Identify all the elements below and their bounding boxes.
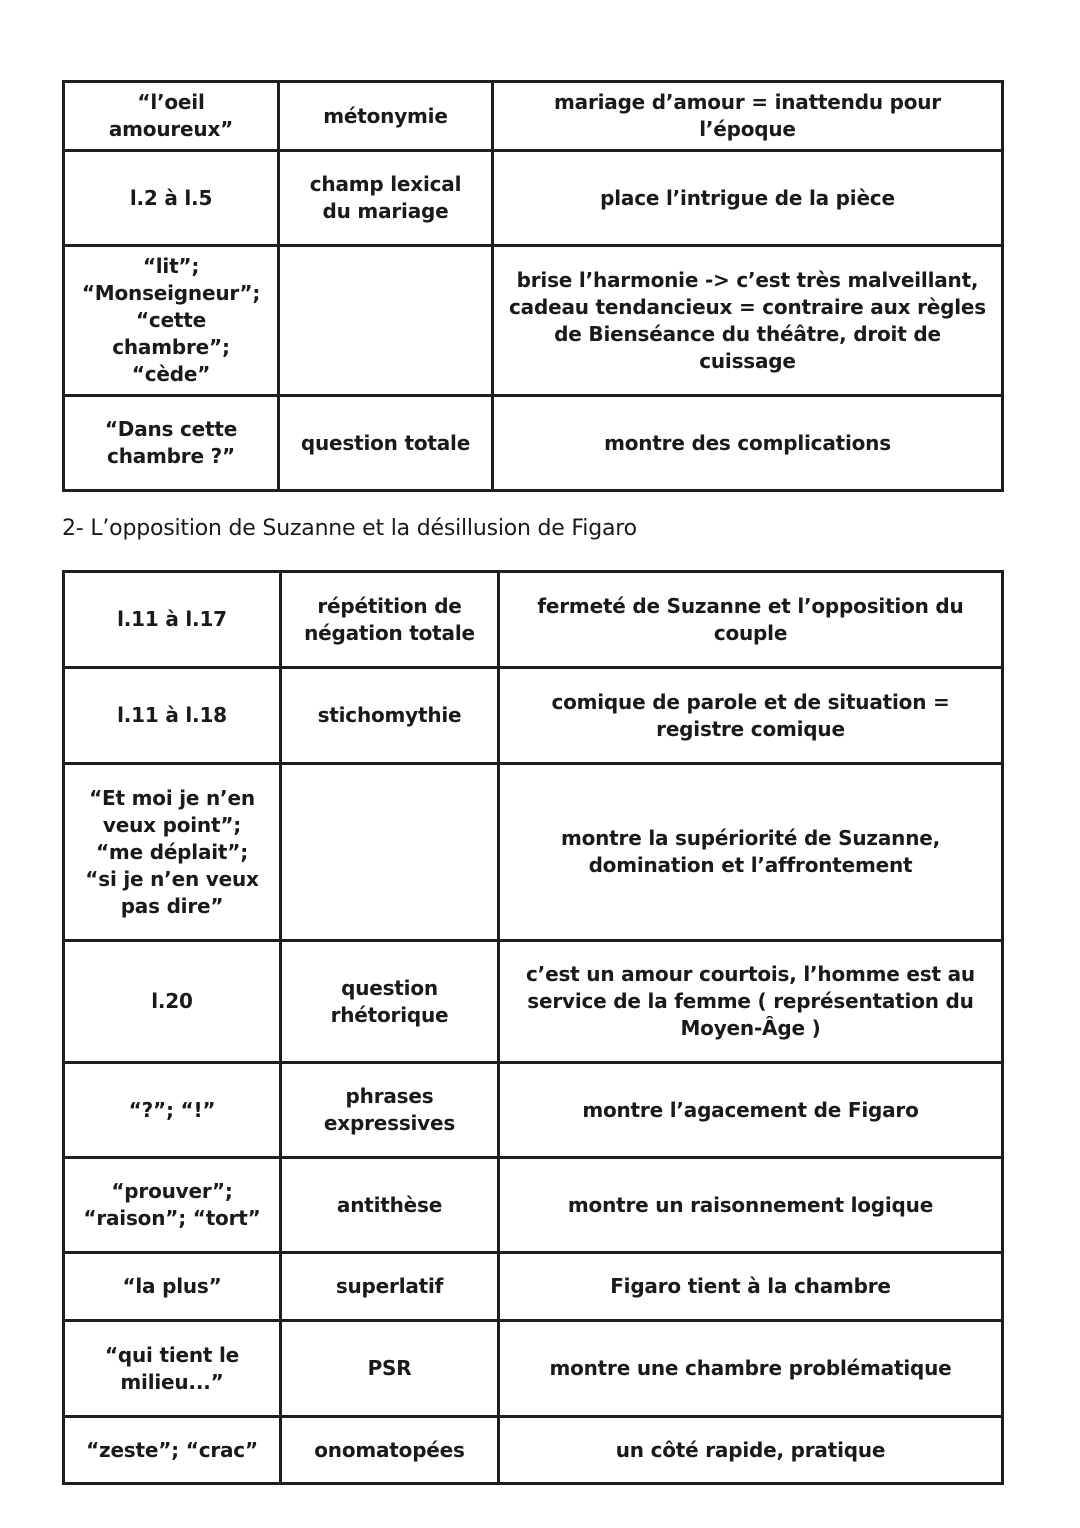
table-row [64,1253,1003,1321]
interpretation-cell: place l’intrigue de la pièce [493,151,1003,246]
citation-cell: “lit”; “Monseigneur”; “cette chambre”; “cède” [64,246,279,396]
interpretation-cell: montre la supériorité de Suzanne, domination et l’affrontement [499,764,1003,941]
citation-cell: “prouver”; “raison”; “tort” [64,1158,281,1253]
procede-cell: antithèse [281,1158,499,1253]
interpretation-cell: montre des complications [493,396,1003,491]
table-row [64,1158,1003,1253]
interpretation-cell: mariage d’amour = inattendu pour l’époque [493,82,1003,151]
table-row [64,1417,1003,1484]
table-row [64,1321,1003,1417]
table-row [64,572,1003,668]
table-row [64,246,1003,396]
procede-cell: PSR [281,1321,499,1417]
citation-cell: “?”; “!” [64,1063,281,1158]
table-row [64,396,1003,491]
procede-cell: champ lexical du mariage [279,151,493,246]
interpretation-cell: c’est un amour courtois, l’homme est au service de la femme ( représentation du Moyen-Âge ) [499,941,1003,1063]
table-row [64,941,1003,1063]
table-row [64,764,1003,941]
table-row [64,1063,1003,1158]
citation-cell: l.11 à l.18 [64,668,281,764]
citation-cell: l.2 à l.5 [64,151,279,246]
citation-cell: l.11 à l.17 [64,572,281,668]
procede-cell: question rhétorique [281,941,499,1063]
table-row [64,82,1003,151]
procede-cell: répétition de négation totale [281,572,499,668]
interpretation-cell: comique de parole et de situation = registre comique [499,668,1003,764]
citation-cell: l.20 [64,941,281,1063]
citation-cell: “la plus” [64,1253,281,1321]
procede-cell: onomatopées [281,1417,499,1484]
interpretation-cell: montre un raisonnement logique [499,1158,1003,1253]
procede-cell: superlatif [281,1253,499,1321]
procede-cell [281,764,499,941]
section-heading: 2- L’opposition de Suzanne et la désillusion de Figaro [62,516,637,541]
citation-cell: “l’oeil amoureux” [64,82,279,151]
analysis-table-2 [62,570,1004,1485]
analysis-table-1 [62,80,1004,492]
procede-cell: question totale [279,396,493,491]
citation-cell: “qui tient le milieu...” [64,1321,281,1417]
procede-cell: phrases expressives [281,1063,499,1158]
citation-cell: “zeste”; “crac” [64,1417,281,1484]
citation-cell: “Et moi je n’en veux point”; “me déplait”; “si je n’en veux pas dire” [64,764,281,941]
interpretation-cell: Figaro tient à la chambre [499,1253,1003,1321]
interpretation-cell: un côté rapide, pratique [499,1417,1003,1484]
table-row [64,668,1003,764]
interpretation-cell: montre une chambre problématique [499,1321,1003,1417]
interpretation-cell: montre l’agacement de Figaro [499,1063,1003,1158]
interpretation-cell: brise l’harmonie -> c’est très malveillant, cadeau tendancieux = contraire aux règles de Bienséance du théâtre, droit de cuissage [493,246,1003,396]
procede-cell: stichomythie [281,668,499,764]
procede-cell [279,246,493,396]
procede-cell: métonymie [279,82,493,151]
interpretation-cell: fermeté de Suzanne et l’opposition du couple [499,572,1003,668]
table-row [64,151,1003,246]
citation-cell: “Dans cette chambre ?” [64,396,279,491]
